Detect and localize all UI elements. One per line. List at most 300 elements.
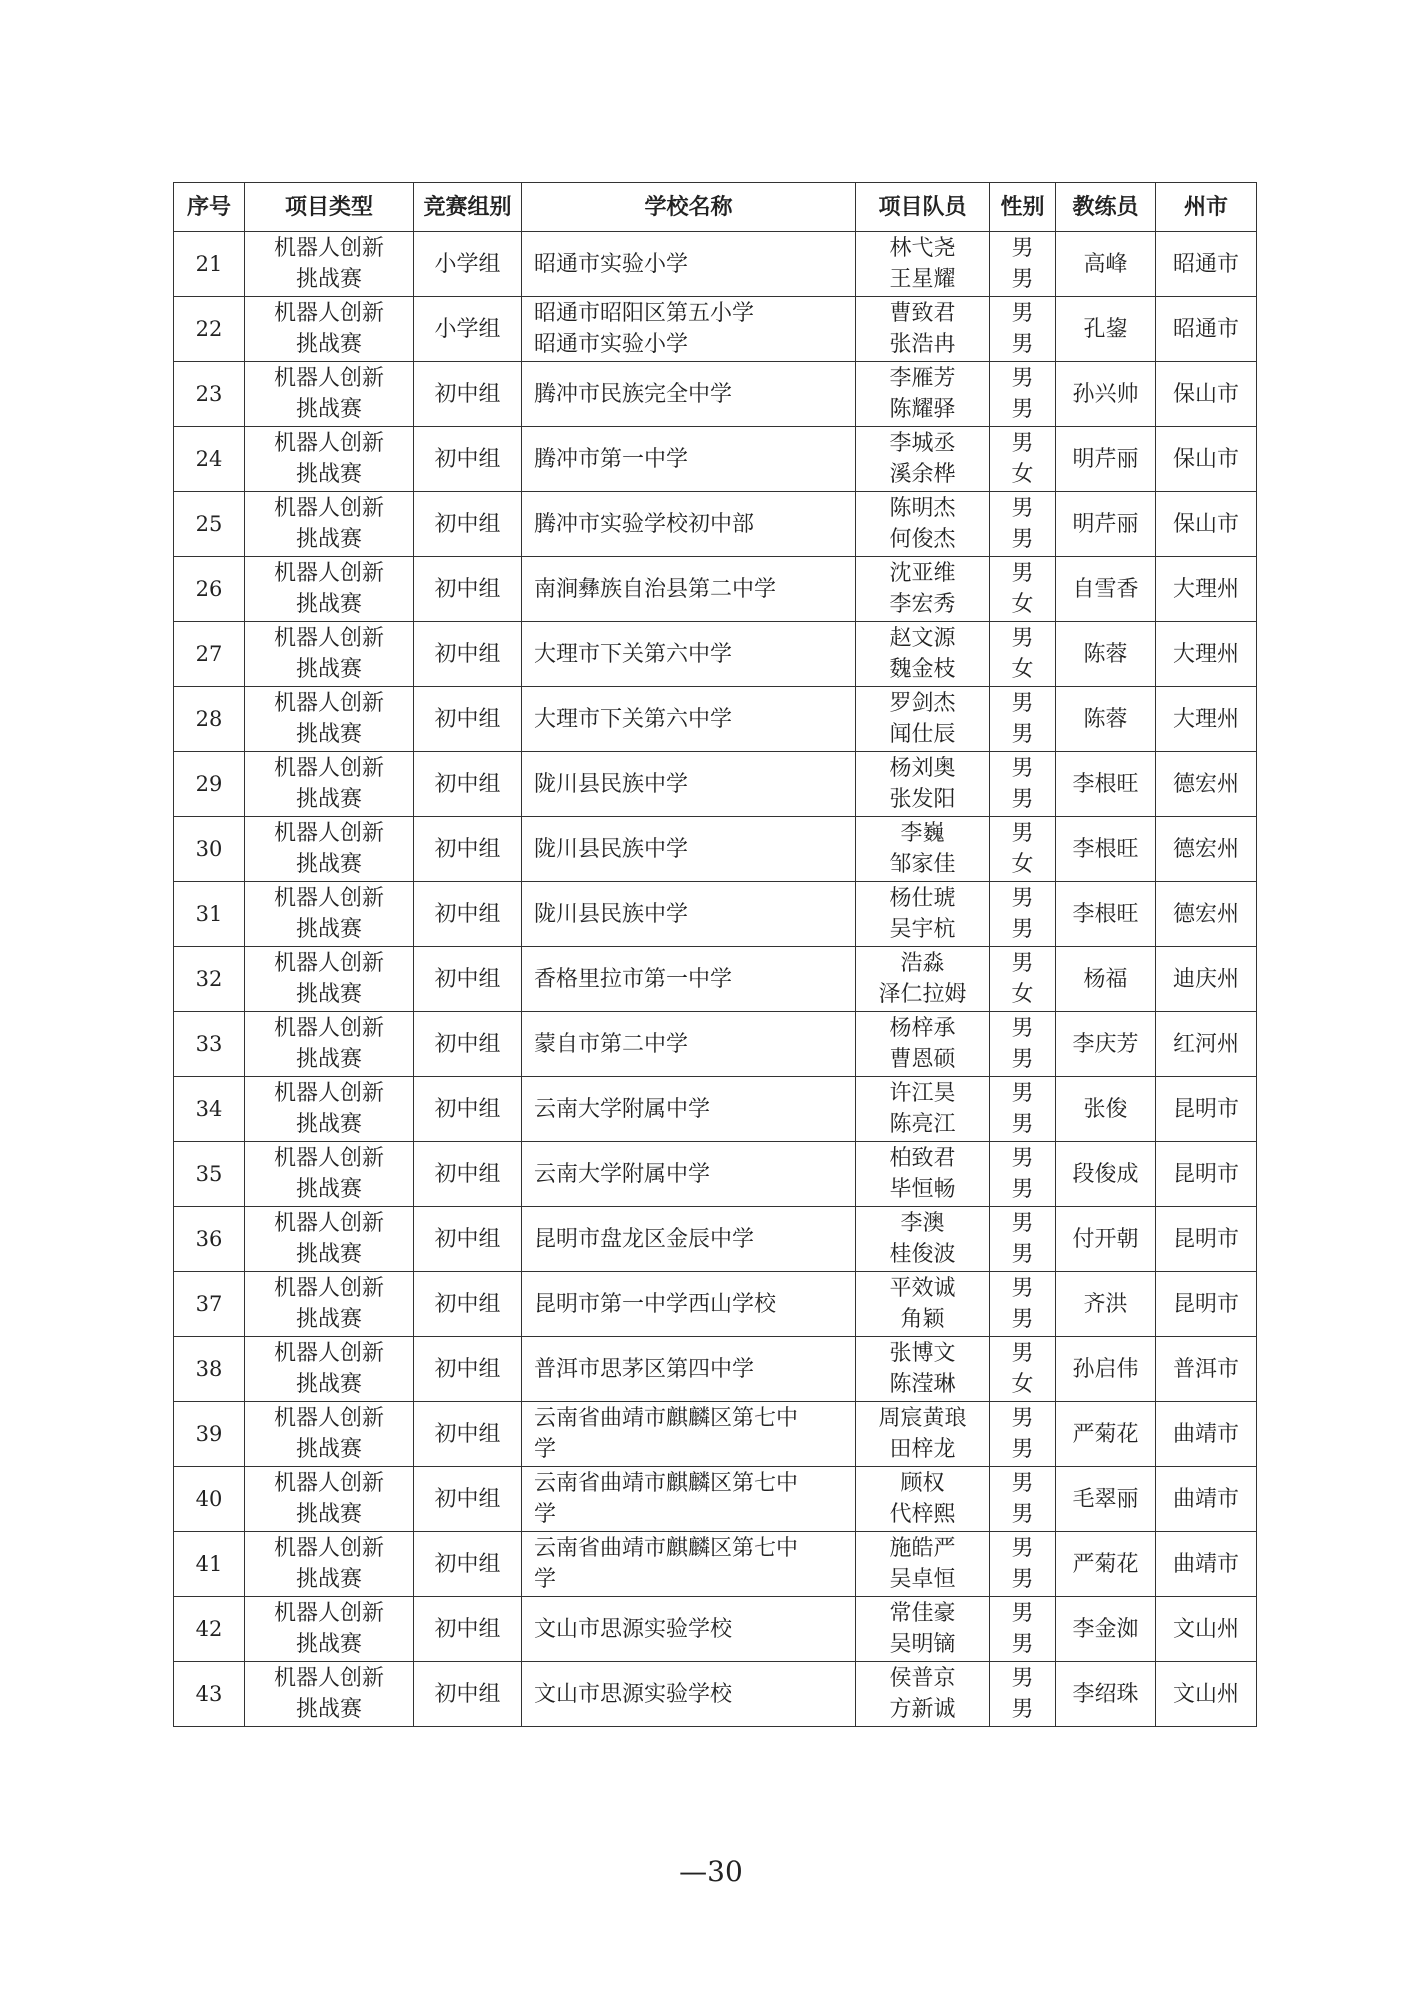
cell-school (522, 1337, 856, 1402)
cell-gender-line: 男 (1011, 397, 1034, 422)
table-row (174, 1142, 1257, 1207)
cell-gender-line: 男 (1011, 821, 1034, 846)
roster-table (173, 182, 1257, 1727)
header-members: 项目队员 (856, 183, 990, 232)
cell-coach: 明芹丽 (1056, 492, 1156, 557)
cell-type-line: 机器人创新 (273, 1146, 384, 1171)
table-row (174, 557, 1257, 622)
cell-type-line: 挑战赛 (295, 1372, 362, 1397)
cell-members-line: 代梓熙 (889, 1502, 956, 1527)
cell-group: 初中组 (414, 1012, 522, 1077)
cell-type-line: 机器人创新 (273, 1211, 384, 1236)
cell-gender (990, 1012, 1056, 1077)
cell-members (856, 1272, 990, 1337)
cell-type (245, 1207, 414, 1272)
cell-type-line: 机器人创新 (273, 1536, 384, 1561)
cell-gender-line: 女 (1011, 462, 1034, 487)
cell-school-line: 云南省曲靖市麒麟区第七中 (534, 1536, 799, 1561)
cell-no: 28 (174, 687, 245, 752)
cell-members-line: 施皓严 (889, 1536, 956, 1561)
cell-no: 26 (174, 557, 245, 622)
cell-group: 初中组 (414, 362, 522, 427)
cell-gender (990, 1532, 1056, 1597)
cell-type-line: 挑战赛 (295, 1177, 362, 1202)
cell-type (245, 1532, 414, 1597)
cell-members (856, 1467, 990, 1532)
cell-type (245, 1077, 414, 1142)
header-city: 州市 (1156, 183, 1257, 232)
cell-city: 保山市 (1156, 427, 1257, 492)
cell-city: 德宏州 (1156, 752, 1257, 817)
cell-type (245, 882, 414, 947)
table-row (174, 1402, 1257, 1467)
cell-group: 初中组 (414, 882, 522, 947)
cell-type-line: 机器人创新 (273, 821, 384, 846)
cell-gender (990, 232, 1056, 297)
table-row (174, 1012, 1257, 1077)
cell-members-line: 平效诚 (889, 1276, 956, 1301)
cell-members-line: 李宏秀 (889, 592, 956, 617)
cell-coach: 李根旺 (1056, 882, 1156, 947)
cell-school-line: 大理市下关第六中学 (534, 641, 733, 667)
cell-city: 曲靖市 (1156, 1402, 1257, 1467)
cell-members-line: 闻仕辰 (889, 722, 956, 747)
cell-members-line: 田梓龙 (889, 1437, 956, 1462)
table-row (174, 817, 1257, 882)
cell-type-line: 机器人创新 (273, 431, 384, 456)
cell-members-line: 溪余桦 (889, 462, 956, 487)
cell-members (856, 1207, 990, 1272)
cell-group: 初中组 (414, 1077, 522, 1142)
cell-no: 29 (174, 752, 245, 817)
cell-gender-line: 男 (1011, 1177, 1034, 1202)
cell-group: 初中组 (414, 1662, 522, 1727)
cell-school (522, 1207, 856, 1272)
cell-gender (990, 1272, 1056, 1337)
cell-city: 普洱市 (1156, 1337, 1257, 1402)
cell-school-line: 大理市下关第六中学 (534, 706, 733, 732)
cell-group: 初中组 (414, 947, 522, 1012)
cell-members-line: 吴明镝 (889, 1632, 956, 1657)
cell-gender-line: 男 (1011, 756, 1034, 781)
cell-group: 初中组 (414, 622, 522, 687)
cell-city: 德宏州 (1156, 817, 1257, 882)
cell-members-line: 方新诚 (889, 1697, 956, 1722)
cell-members-line: 周宸黄琅 (878, 1406, 967, 1431)
cell-gender-line: 男 (1011, 722, 1034, 747)
cell-gender-line: 男 (1011, 236, 1034, 261)
cell-type-line: 挑战赛 (295, 527, 362, 552)
cell-city: 昆明市 (1156, 1207, 1257, 1272)
cell-type-line: 机器人创新 (273, 626, 384, 651)
cell-group: 初中组 (414, 1207, 522, 1272)
cell-no: 38 (174, 1337, 245, 1402)
cell-school-line: 南涧彝族自治县第二中学 (534, 576, 777, 602)
table-row (174, 232, 1257, 297)
cell-gender-line: 男 (1011, 496, 1034, 521)
cell-group: 初中组 (414, 1467, 522, 1532)
cell-school (522, 362, 856, 427)
cell-no: 37 (174, 1272, 245, 1337)
cell-no: 30 (174, 817, 245, 882)
cell-members-line: 魏金枝 (889, 657, 956, 682)
cell-group: 小学组 (414, 232, 522, 297)
cell-members-line: 沈亚维 (889, 561, 956, 586)
cell-no: 42 (174, 1597, 245, 1662)
cell-school-line: 陇川县民族中学 (534, 771, 689, 797)
cell-school-line: 文山市思源实验学校 (534, 1616, 733, 1642)
cell-members (856, 297, 990, 362)
cell-no: 31 (174, 882, 245, 947)
cell-members-line: 吴宇杭 (889, 917, 956, 942)
cell-group: 初中组 (414, 492, 522, 557)
cell-school (522, 427, 856, 492)
cell-city: 昆明市 (1156, 1077, 1257, 1142)
cell-no: 21 (174, 232, 245, 297)
cell-type-line: 机器人创新 (273, 1016, 384, 1041)
cell-type-line: 挑战赛 (295, 1502, 362, 1527)
cell-coach: 高峰 (1056, 232, 1156, 297)
cell-no: 34 (174, 1077, 245, 1142)
cell-coach: 严菊花 (1056, 1532, 1156, 1597)
cell-gender (990, 1077, 1056, 1142)
cell-members-line: 吴卓恒 (889, 1567, 956, 1592)
cell-type-line: 机器人创新 (273, 561, 384, 586)
roster-body (174, 232, 1257, 1727)
cell-members-line: 赵文源 (889, 626, 956, 651)
cell-no: 22 (174, 297, 245, 362)
cell-gender-line: 男 (1011, 431, 1034, 456)
cell-school (522, 882, 856, 947)
cell-members-line: 侯普京 (889, 1666, 956, 1691)
cell-group: 初中组 (414, 1402, 522, 1467)
cell-type-line: 机器人创新 (273, 1471, 384, 1496)
cell-school (522, 1272, 856, 1337)
cell-members-line: 张发阳 (889, 787, 956, 812)
cell-type-line: 挑战赛 (295, 1437, 362, 1462)
cell-school-line: 云南省曲靖市麒麟区第七中 (534, 1406, 799, 1431)
cell-no: 39 (174, 1402, 245, 1467)
cell-coach: 孙兴帅 (1056, 362, 1156, 427)
cell-type-line: 机器人创新 (273, 951, 384, 976)
table-row (174, 947, 1257, 1012)
cell-type (245, 622, 414, 687)
cell-coach: 李绍珠 (1056, 1662, 1156, 1727)
cell-type (245, 1402, 414, 1467)
cell-gender-line: 男 (1011, 1112, 1034, 1137)
cell-type-line: 挑战赛 (295, 852, 362, 877)
cell-type-line: 挑战赛 (295, 1567, 362, 1592)
header-coach: 教练员 (1056, 183, 1156, 232)
cell-members-line: 张浩冉 (889, 332, 956, 357)
cell-type-line: 机器人创新 (273, 1276, 384, 1301)
cell-school-line: 腾冲市民族完全中学 (534, 381, 733, 407)
cell-group: 初中组 (414, 1532, 522, 1597)
cell-members (856, 1597, 990, 1662)
cell-members-line: 角颖 (900, 1307, 945, 1332)
cell-city: 迪庆州 (1156, 947, 1257, 1012)
cell-coach: 李庆芳 (1056, 1012, 1156, 1077)
table-row (174, 1532, 1257, 1597)
cell-type (245, 947, 414, 1012)
cell-type-line: 机器人创新 (273, 1081, 384, 1106)
cell-type (245, 1142, 414, 1207)
cell-coach: 孙启伟 (1056, 1337, 1156, 1402)
cell-type-line: 机器人创新 (273, 1406, 384, 1431)
cell-type (245, 1467, 414, 1532)
cell-no: 25 (174, 492, 245, 557)
cell-members-line: 陈耀驿 (889, 397, 956, 422)
cell-no: 36 (174, 1207, 245, 1272)
cell-city: 昭通市 (1156, 297, 1257, 362)
cell-no: 43 (174, 1662, 245, 1727)
cell-group: 初中组 (414, 1337, 522, 1402)
table-row (174, 882, 1257, 947)
cell-type-line: 机器人创新 (273, 236, 384, 261)
cell-type-line: 挑战赛 (295, 1242, 362, 1267)
table-row (174, 1077, 1257, 1142)
cell-school (522, 687, 856, 752)
cell-city: 大理州 (1156, 622, 1257, 687)
cell-group: 小学组 (414, 297, 522, 362)
table-row (174, 752, 1257, 817)
cell-gender-line: 男 (1011, 267, 1034, 292)
cell-members (856, 947, 990, 1012)
cell-type-line: 挑战赛 (295, 722, 362, 747)
cell-school-line: 昆明市盘龙区金辰中学 (534, 1226, 755, 1252)
cell-gender (990, 362, 1056, 427)
cell-members-line: 邹家佳 (889, 852, 956, 877)
cell-type (245, 1012, 414, 1077)
cell-members-line: 桂俊波 (889, 1242, 956, 1267)
cell-gender-line: 男 (1011, 691, 1034, 716)
cell-type (245, 687, 414, 752)
cell-group: 初中组 (414, 427, 522, 492)
cell-type (245, 1597, 414, 1662)
cell-members-line: 何俊杰 (889, 527, 956, 552)
cell-school-line: 陇川县民族中学 (534, 901, 689, 927)
cell-group: 初中组 (414, 557, 522, 622)
cell-school-line: 昆明市第一中学西山学校 (534, 1291, 777, 1317)
header-school: 学校名称 (522, 183, 856, 232)
cell-gender (990, 622, 1056, 687)
cell-type-line: 挑战赛 (295, 982, 362, 1007)
cell-members (856, 1402, 990, 1467)
cell-members-line: 王星耀 (889, 267, 956, 292)
cell-coach: 付开朝 (1056, 1207, 1156, 1272)
cell-type-line: 挑战赛 (295, 332, 362, 357)
cell-gender (990, 947, 1056, 1012)
cell-members-line: 柏致君 (889, 1146, 956, 1171)
cell-gender (990, 1597, 1056, 1662)
table-row (174, 1272, 1257, 1337)
cell-members-line: 曹致君 (889, 301, 956, 326)
cell-members-line: 张博文 (889, 1341, 956, 1366)
cell-school (522, 1012, 856, 1077)
cell-no: 40 (174, 1467, 245, 1532)
cell-type-line: 机器人创新 (273, 366, 384, 391)
cell-gender-line: 男 (1011, 301, 1034, 326)
cell-members (856, 557, 990, 622)
table-row (174, 492, 1257, 557)
cell-gender-line: 男 (1011, 917, 1034, 942)
cell-gender-line: 男 (1011, 527, 1034, 552)
cell-group: 初中组 (414, 1272, 522, 1337)
table-row (174, 687, 1257, 752)
cell-members-line: 陈亮江 (889, 1112, 956, 1137)
header-gender: 性别 (990, 183, 1056, 232)
cell-coach: 严菊花 (1056, 1402, 1156, 1467)
table-row (174, 1337, 1257, 1402)
cell-type (245, 752, 414, 817)
cell-city: 曲靖市 (1156, 1467, 1257, 1532)
cell-no: 41 (174, 1532, 245, 1597)
cell-gender-line: 男 (1011, 1471, 1034, 1496)
header-row (174, 183, 1257, 232)
cell-members (856, 1532, 990, 1597)
cell-gender (990, 1402, 1056, 1467)
table-row (174, 427, 1257, 492)
cell-coach: 陈蓉 (1056, 622, 1156, 687)
cell-members-line: 毕恒畅 (889, 1177, 956, 1202)
cell-type-line: 挑战赛 (295, 787, 362, 812)
cell-members-line: 许江昊 (889, 1081, 956, 1106)
cell-school (522, 297, 856, 362)
cell-gender (990, 1662, 1056, 1727)
cell-no: 35 (174, 1142, 245, 1207)
cell-type-line: 挑战赛 (295, 1047, 362, 1072)
cell-city: 德宏州 (1156, 882, 1257, 947)
cell-city: 大理州 (1156, 687, 1257, 752)
cell-gender-line: 男 (1011, 1211, 1034, 1236)
cell-type-line: 机器人创新 (273, 301, 384, 326)
cell-gender-line: 男 (1011, 1242, 1034, 1267)
header-no: 序号 (174, 183, 245, 232)
cell-type-line: 机器人创新 (273, 691, 384, 716)
cell-members-line: 常佳豪 (889, 1601, 956, 1626)
cell-gender-line: 男 (1011, 1437, 1034, 1462)
table-row (174, 1207, 1257, 1272)
cell-gender-line: 男 (1011, 626, 1034, 651)
cell-gender-line: 男 (1011, 332, 1034, 357)
cell-gender-line: 男 (1011, 886, 1034, 911)
cell-members-line: 陈明杰 (889, 496, 956, 521)
cell-coach: 段俊成 (1056, 1142, 1156, 1207)
cell-gender-line: 女 (1011, 1372, 1034, 1397)
cell-school-line: 昭通市昭阳区第五小学 (534, 301, 755, 326)
cell-gender-line: 男 (1011, 1666, 1034, 1691)
cell-gender (990, 817, 1056, 882)
cell-members (856, 1012, 990, 1077)
cell-school-line: 学 (534, 1567, 557, 1592)
cell-school (522, 1142, 856, 1207)
cell-members (856, 362, 990, 427)
cell-gender (990, 1337, 1056, 1402)
cell-gender-line: 女 (1011, 852, 1034, 877)
cell-coach: 李金洳 (1056, 1597, 1156, 1662)
header-group: 竞赛组别 (414, 183, 522, 232)
cell-school (522, 1532, 856, 1597)
cell-school-line: 学 (534, 1437, 557, 1462)
cell-gender-line: 女 (1011, 657, 1034, 682)
cell-members-line: 顾权 (900, 1471, 945, 1496)
cell-type (245, 1272, 414, 1337)
cell-type-line: 机器人创新 (273, 886, 384, 911)
cell-no: 23 (174, 362, 245, 427)
cell-school-line: 昭通市实验小学 (534, 332, 689, 357)
cell-gender-line: 男 (1011, 1047, 1034, 1072)
cell-school-line: 云南大学附属中学 (534, 1096, 711, 1122)
cell-type-line: 机器人创新 (273, 1601, 384, 1626)
cell-no: 27 (174, 622, 245, 687)
cell-members-line: 杨仕琥 (889, 886, 956, 911)
cell-gender (990, 427, 1056, 492)
cell-type-line: 机器人创新 (273, 756, 384, 781)
cell-members-line: 李城丞 (889, 431, 956, 456)
cell-members-line: 曹恩硕 (889, 1047, 956, 1072)
cell-members-line: 浩淼 (900, 951, 945, 976)
cell-city: 保山市 (1156, 492, 1257, 557)
cell-type (245, 427, 414, 492)
header-type: 项目类型 (245, 183, 414, 232)
cell-type-line: 挑战赛 (295, 1307, 362, 1332)
cell-members (856, 622, 990, 687)
cell-gender-line: 男 (1011, 1307, 1034, 1332)
cell-members (856, 427, 990, 492)
cell-type-line: 挑战赛 (295, 1697, 362, 1722)
cell-type-line: 机器人创新 (273, 496, 384, 521)
cell-gender-line: 女 (1011, 982, 1034, 1007)
cell-school (522, 1597, 856, 1662)
cell-type (245, 557, 414, 622)
page-number: —30 (679, 1855, 743, 1888)
cell-gender-line: 男 (1011, 1341, 1034, 1366)
cell-city: 文山州 (1156, 1662, 1257, 1727)
cell-group: 初中组 (414, 1597, 522, 1662)
cell-coach: 陈蓉 (1056, 687, 1156, 752)
cell-gender-line: 男 (1011, 1697, 1034, 1722)
cell-gender-line: 男 (1011, 1567, 1034, 1592)
cell-school (522, 492, 856, 557)
cell-coach: 明芹丽 (1056, 427, 1156, 492)
cell-members-line: 泽仁拉姆 (878, 982, 967, 1007)
cell-members (856, 687, 990, 752)
cell-no: 24 (174, 427, 245, 492)
cell-type-line: 挑战赛 (295, 267, 362, 292)
cell-type-line: 挑战赛 (295, 1632, 362, 1657)
cell-city: 曲靖市 (1156, 1532, 1257, 1597)
cell-members (856, 882, 990, 947)
cell-school (522, 1467, 856, 1532)
cell-type-line: 挑战赛 (295, 1112, 362, 1137)
cell-group: 初中组 (414, 687, 522, 752)
cell-city: 昭通市 (1156, 232, 1257, 297)
cell-members (856, 752, 990, 817)
cell-gender-line: 男 (1011, 1081, 1034, 1106)
cell-school-line: 学 (534, 1502, 557, 1527)
cell-members-line: 杨梓承 (889, 1016, 956, 1041)
cell-gender-line: 女 (1011, 592, 1034, 617)
cell-members-line: 杨刘奥 (889, 756, 956, 781)
table-row (174, 297, 1257, 362)
cell-school-line: 香格里拉市第一中学 (534, 966, 733, 992)
cell-members-line: 罗剑杰 (889, 691, 956, 716)
table-row (174, 1597, 1257, 1662)
cell-members (856, 492, 990, 557)
cell-school (522, 557, 856, 622)
cell-gender-line: 男 (1011, 561, 1034, 586)
cell-type-line: 机器人创新 (273, 1666, 384, 1691)
